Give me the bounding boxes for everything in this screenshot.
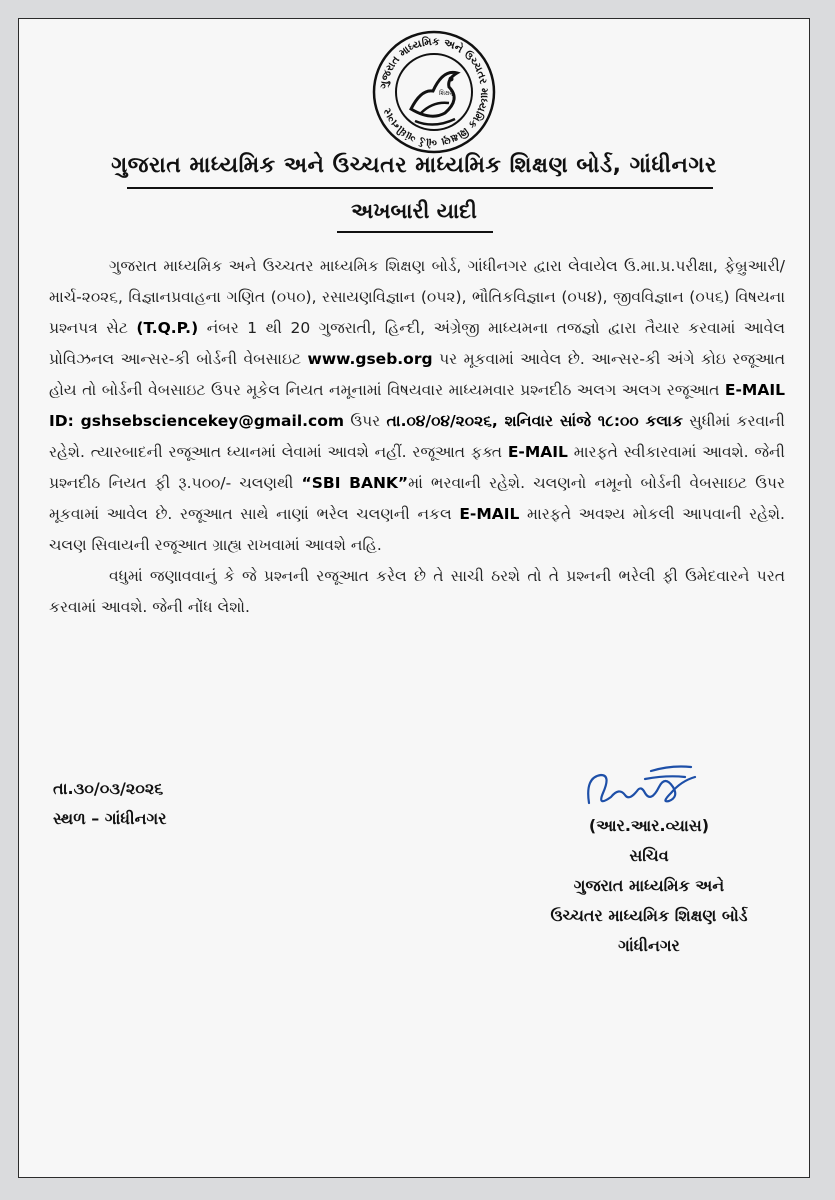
- signature-icon: [581, 757, 701, 817]
- release-place: સ્થળ – ગાંધીનગર: [53, 809, 167, 828]
- email-id[interactable]: E-MAIL ID: gshsebsciencekey@gmail.com: [49, 381, 785, 430]
- signatory-block: [499, 811, 799, 961]
- signatory-org-line1: ગુજરાત માધ્યમિક અને: [573, 876, 725, 895]
- logo-ring-text: ગુજરાત માધ્યમિક અને ઉચ્ચતર માધ્યમિક શિક્ષણ બોર્ડ ગાંધીનગર: [378, 35, 491, 149]
- signatory-name: (આર.આર.વ્યાસ): [588, 816, 710, 835]
- signatory-designation: સચિવ: [629, 846, 669, 865]
- signatory-org-line2: ઉચ્ચતર માધ્યમિક શિક્ષણ બોર્ડ: [550, 906, 748, 925]
- paragraph-main: ગુજરાત માધ્યમિક અને ઉચ્ચતર માધ્યમિક શિક્ષણ બોર્ડ, ગાંધીનગર દ્વારા લેવાયેલ ઉ.મા.પ્ર.પરીક્ષા, ફેબ્રુઆરી/માર્ચ-૨૦૨૬, વિજ્ઞાનપ્રવાહના ગણિત (૦૫૦), રસાયણવિજ્ઞાન (૦૫૨), ભૌતિકવિજ્ઞાન (૦૫૪), જીવવિજ્ઞાન (૦૫૬) વિષયના પ્રશ્નપત્ર સેટ (T.Q.P.) નંબર 1 થી 20 ગુજરાતી, હિન્દી, અંગ્રેજી માધ્યમના તજજ્ઞો દ્વારા તૈયાર કરવામાં આવેલ પ્રોવિઝનલ આન્સર-કી બોર્ડની વેબસાઇટ www.gseb.org પર મૂકવામાં આવેલ છે. આન્સર-કી અંગે કોઇ રજૂઆત હોય તો બોર્ડની વેબસાઇટ ઉપર મૂકેલ નિયત નમૂનામાં વિષયવાર માધ્યમવાર પ્રશ્નદીઠ અલગ અલગ રજૂઆત E-MAIL ID: gshsebsciencekey@gmail.com ઉપર તા.૦૪/૦૪/૨૦૨૬, શનિવાર સાંજે ૧૮:૦૦ કલાક સુધીમાં કરવાની રહેશે. ત્યારબાદની રજૂઆત ધ્યાનમાં લેવામાં આવશે નહીં. રજૂઆત ફક્ત E-MAIL મારફતે સ્વીકારવામાં આવશે. જેની પ્રશ્નદીઠ નિયત ફી રૂ.૫૦૦/- ચલણથી “SBI BANK”માં ભરવાની રહેશે. ચલણનો નમૂનો બોર્ડની વેબસાઇટ ઉપર મૂકવામાં આવેલ છે. રજૂઆત સાથે નાણાં ભરેલ ચલણની નકલ E-MAIL મારફતે અવશ્ય મોકલી આપવાની રહેશે. ચલણ સિવાયની રજૂઆત ગ્રાહ્ય રાખવામાં આવશે નહિ.: [49, 257, 785, 554]
- signatory-org-line3: ગાંધીનગર: [618, 936, 680, 955]
- release-body: [49, 251, 785, 623]
- board-title-underline: [127, 187, 713, 189]
- release-date: તા.૩૦/૦૩/૨૦૨૬: [53, 779, 164, 798]
- board-logo: [371, 29, 497, 155]
- bird-icon: [411, 72, 457, 124]
- logo-inner-text: શિક્ષણ: [439, 90, 455, 97]
- website-link[interactable]: www.gseb.org: [307, 350, 433, 368]
- press-release-page: [18, 18, 810, 1178]
- press-title-underline: [337, 231, 493, 233]
- paragraph-refund: વધુમાં જણાવવાનું કે જે પ્રશ્નની રજૂઆત કરેલ છે તે સાચી ઠરશે તો તે પ્રશ્નની ભરેલી ફી ઉમેદવારને પરત કરવામાં આવશે. જેની નોંધ લેશો.: [49, 567, 785, 616]
- press-release-title: અખબારી યાદી: [351, 199, 477, 223]
- deadline: તા.૦૪/૦૪/૨૦૨૬, શનિવાર સાંજે ૧૮:૦૦ કલાક: [386, 412, 683, 430]
- board-title: ગુજરાત માધ્યમિક અને ઉચ્ચતર માધ્યમિક શિક્ષણ બોર્ડ, ગાંધીનગર: [111, 153, 717, 178]
- bank-name: “SBI BANK”: [301, 474, 409, 492]
